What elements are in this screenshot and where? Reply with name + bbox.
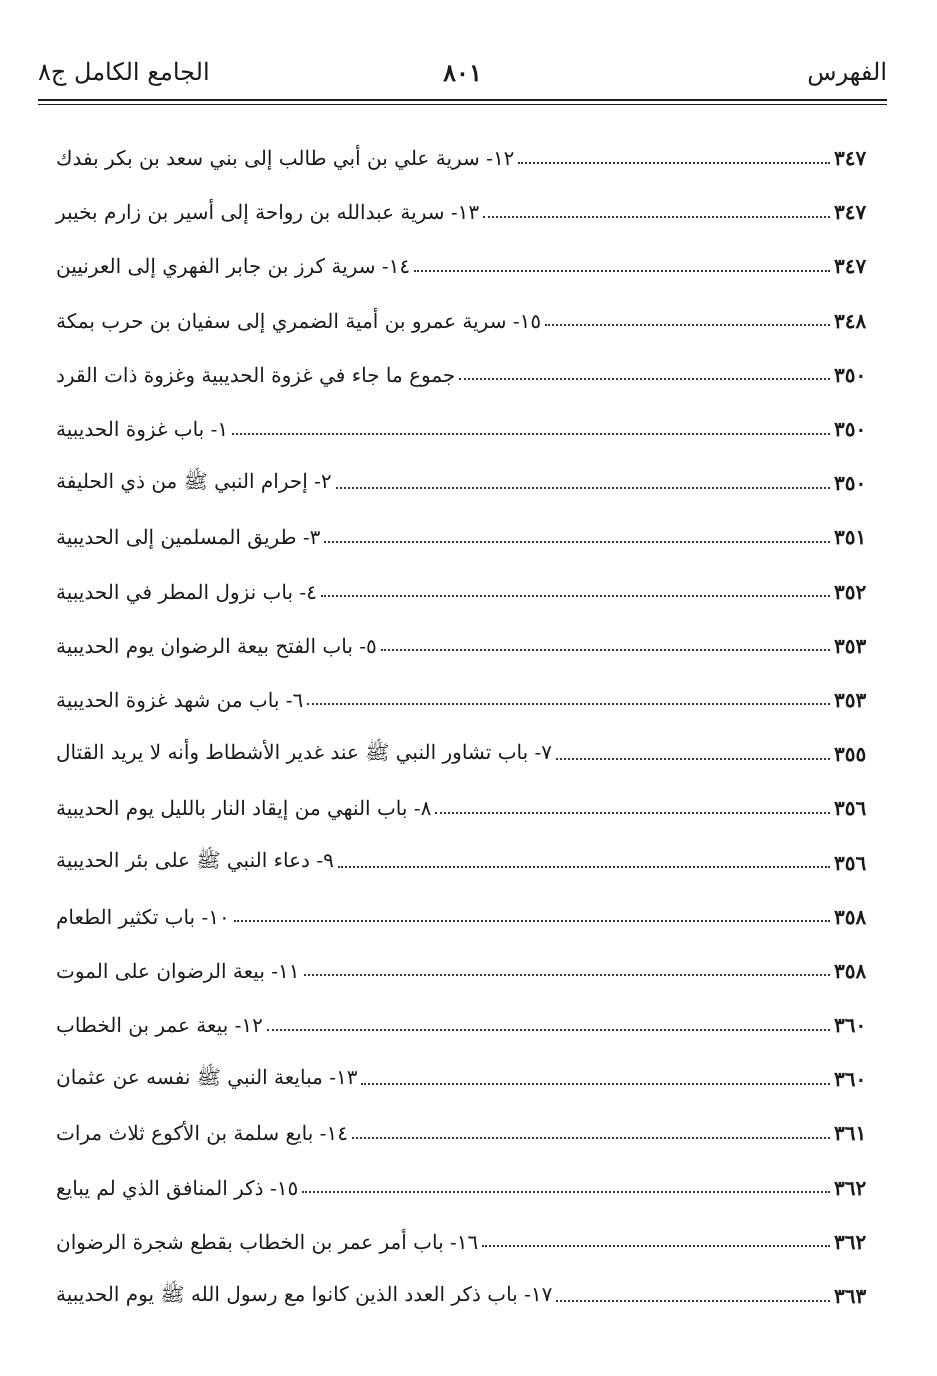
toc-entry-page: ٣٦٢ [834,1175,867,1200]
toc-leader-dots [414,269,830,272]
toc-entry [50,510,882,564]
toc-entry-page: ٣٤٧ [834,200,867,225]
toc-leader-dots [352,1136,830,1139]
toc-entry-title: ١١- بيعة الرضوان على الموت [56,958,300,983]
toc-entry-page: ٣٥٦ [834,850,867,875]
toc-entry-title: ١٤- سرية كرز بن جابر الفهري إلى العرنيين [56,254,411,279]
toc-entry [50,944,882,998]
toc-entry-title: ٥- باب الفتح بيعة الرضوان يوم الحديبية [56,633,377,658]
toc-entry-page: ٣٥٦ [834,796,867,821]
toc-entry-page: ٣٥٢ [834,579,867,604]
toc-entry-title: ١٣- مبايعة النبي ﷺ نفسه عن عثمان [56,1064,358,1089]
toc-leader-dots [321,594,830,597]
toc-entry-page: ٣٦٣ [834,1284,867,1309]
toc-entry [50,1161,882,1215]
toc-leader-dots [361,1082,830,1085]
toc-entry [50,781,882,835]
toc-leader-dots [267,1028,830,1031]
toc-entry-title: ١٣- سرية عبدالله بن رواحة إلى أسير بن زارم بخيبر [56,200,480,225]
toc-entry-title: ١- باب غزوة الحديبية [56,417,229,442]
toc-entry-title: ١٧- باب ذكر العدد الذين كانوا مع رسول الله ﷺ يوم الحديبية [56,1281,553,1306]
toc-entry-title: ١٢- سرية علي بن أبي طالب إلى بني سعد بن بكر بفدك [56,146,515,171]
toc-leader-dots [459,377,830,380]
toc-entry-page: ٣٥٣ [834,687,867,712]
toc-entry-title: ١٥- ذكر المنافق الذي لم يبايع [56,1175,299,1200]
toc-entry [50,1215,882,1269]
toc-entry-title: ٣- طريق المسلمين إلى الحديبية [56,525,321,550]
toc-leader-dots [556,1299,830,1302]
toc-entry-page: ٣٥١ [834,525,867,550]
toc-entry [50,998,882,1052]
toc-entry [50,835,882,889]
toc-entry-page: ٣٥٨ [834,958,867,983]
toc-entry [50,673,882,727]
toc-entry [50,727,882,781]
toc-entry-title: ٢- إحرام النبي ﷺ من ذي الحليفة [56,468,332,493]
toc-entry [50,348,882,402]
book-title: الجامع الكامل ج٨ [38,58,210,86]
toc-entry-title: ١٠- باب تكثير الطعام [56,904,230,929]
toc-entry [50,456,882,510]
toc-entry-title: ٨- باب النهي من إيقاد النار بالليل يوم الحديبية [56,796,432,821]
header-rule-thick [38,99,887,101]
toc-entry-page: ٣٥٨ [834,904,867,929]
toc-entry [50,1269,882,1323]
toc-leader-dots [435,811,830,814]
toc-entry-title: ٤- باب نزول المطر في الحديبية [56,579,317,604]
toc-entry-title: ٧- باب تشاور النبي ﷺ عند غدير الأشطاط وأنه لا يريد القتال [56,739,553,764]
toc-entry [50,1106,882,1160]
toc-leader-dots [545,323,830,326]
page-header [38,58,887,98]
toc-entry-page: ٣٤٧ [834,146,867,171]
toc-entry [50,619,882,673]
toc-entry-page: ٣٦٠ [834,1013,867,1038]
toc-entry-page: ٣٦٠ [834,1067,867,1092]
toc-entry [50,402,882,456]
toc-leader-dots [338,865,830,868]
toc-leader-dots [483,215,830,218]
toc-entry-page: ٣٥٥ [834,742,867,767]
toc-entry-title: ١٥- سرية عمرو بن أمية الضمري إلى سفيان بن حرب بمكة [56,308,542,333]
table-of-contents [50,131,882,1323]
toc-entry [50,131,882,185]
toc-leader-dots [302,1190,830,1193]
section-title: الفهرس [807,58,887,86]
toc-leader-dots [234,919,830,922]
toc-leader-dots [232,432,830,435]
toc-leader-dots [518,161,830,164]
toc-leader-dots [336,486,830,489]
toc-entry-page: ٣٤٧ [834,254,867,279]
toc-entry-title: ٦- باب من شهد غزوة الحديبية [56,687,304,712]
toc-entry [50,185,882,239]
toc-entry-title: ١٢- بيعة عمر بن الخطاب [56,1013,263,1038]
toc-entry-page: ٣٥٠ [834,417,867,442]
toc-entry [50,239,882,293]
toc-entry-title: ١٦- باب أمر عمر بن الخطاب بقطع شجرة الرضوان [56,1229,479,1254]
page-number: ٨٠١ [443,58,482,87]
toc-entry-page: ٣٥٠ [834,362,867,387]
toc-leader-dots [324,540,830,543]
toc-entry-page: ٣٥٠ [834,471,867,496]
toc-leader-dots [381,648,830,651]
toc-entry-title: جموع ما جاء في غزوة الحديبية وغزوة ذات القرد [56,362,456,387]
toc-leader-dots [304,973,831,976]
toc-entry [50,890,882,944]
toc-leader-dots [482,1244,830,1247]
toc-entry [50,565,882,619]
toc-entry-page: ٣٤٨ [834,308,867,333]
toc-entry-page: ٣٦٢ [834,1229,867,1254]
toc-entry-title: ١٤- بايع سلمة بن الأكوع ثلاث مرات [56,1121,348,1146]
toc-entry-page: ٣٥٣ [834,633,867,658]
toc-entry [50,1052,882,1106]
toc-leader-dots [307,702,830,705]
toc-entry-page: ٣٦١ [834,1121,867,1146]
header-rule-thin [38,104,887,105]
toc-leader-dots [556,757,830,760]
toc-entry-title: ٩- دعاء النبي ﷺ على بئر الحديبية [56,848,334,873]
toc-entry [50,294,882,348]
